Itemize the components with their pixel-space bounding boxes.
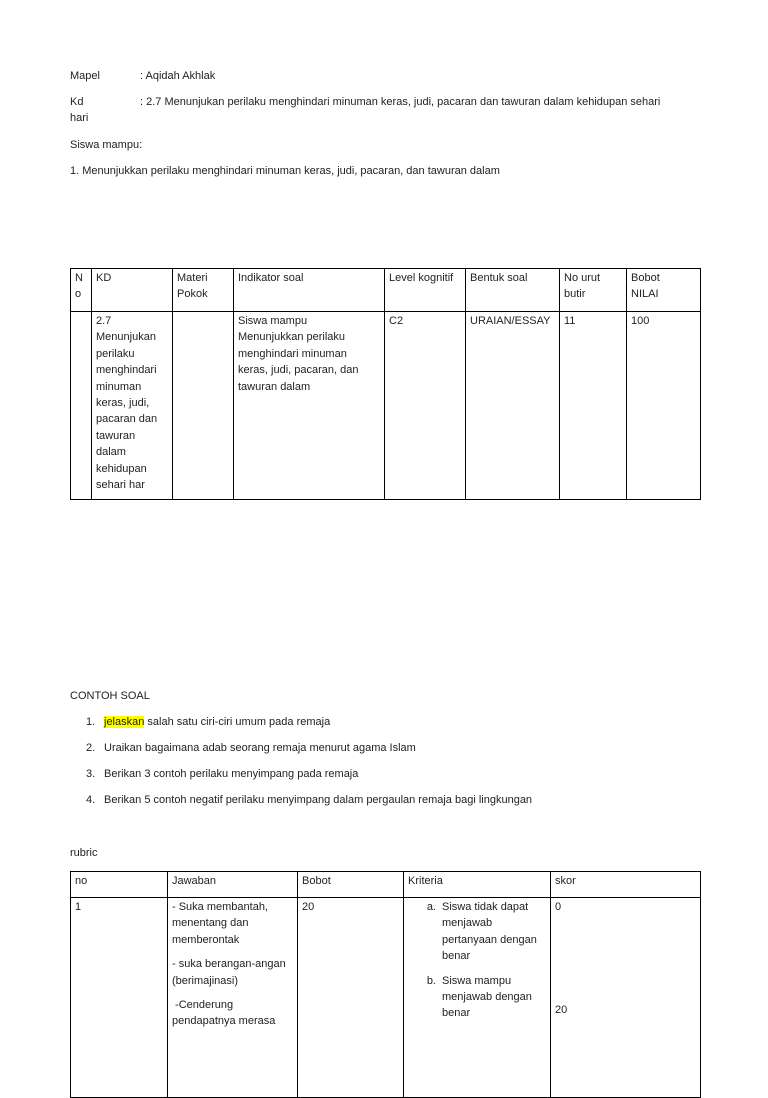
question-1 [86,714,331,730]
cell-materi [173,312,234,500]
question-3 [86,766,359,782]
kriteria-item-b [418,973,546,1022]
question-4-number: 4. [86,794,96,806]
kd-value: : 2.7 Menunjukan perilaku menghindari minuman keras, judi, pacaran dan tawuran dalam kehidupan sehari [140,96,661,108]
rubric-cell-kriteria [404,898,551,1098]
header-no: N o [71,269,92,312]
question-2-text: Uraikan bagaimana adab seorang remaja menurut agama Islam [104,742,416,754]
header-bentuk-soal: Bentuk soal [466,269,560,312]
contoh-soal-heading: CONTOH SOAL [70,690,150,702]
header-level-kognitif: Level kognitif [385,269,466,312]
jawaban-item-2: - suka berangan-angan (berimajinasi) [172,958,286,987]
mapel-label: Mapel [70,70,100,82]
rubric-header-bobot: Bobot [298,872,404,898]
cell-indikator: Siswa mampu Menunjukkan perilaku menghindari minuman keras, judi, pacaran, dan tawuran dalam [234,312,385,500]
question-4 [86,792,533,808]
rubric-header-jawaban: Jawaban [168,872,298,898]
rubric-cell-no: 1 [71,898,168,1098]
header-indikator-soal: Indikator soal [234,269,385,312]
header-bobot: Bobot NILAI [627,269,701,312]
highlighted-word: jelaskan [104,716,145,728]
kriteria-b-label: b. [426,974,436,987]
jawaban-item-3: -Cenderung pendapatnya merasa [172,999,276,1028]
cell-no [71,312,92,500]
rubric-header-skor: skor [551,872,701,898]
objective-text: 1. Menunjukkan perilaku menghindari minuman keras, judi, pacaran, dan tawuran dalam [70,165,500,177]
siswa-mampu-heading: Siswa mampu: [70,139,143,151]
cell-bentuk: URAIAN/ESSAY [466,312,560,500]
cell-no-urut: 11 [560,312,627,500]
question-1-text: salah satu ciri-ciri umum pada remaja [144,716,331,728]
header-no-urut: No urut butir [560,269,627,312]
mapel-value: : Aqidah Akhlak [140,70,216,82]
kriteria-a-text: Siswa tidak dapat menjawab pertanyaan dengan benar [442,901,537,963]
rubric-cell-bobot: 20 [298,898,404,1098]
question-1-number: 1. [86,716,96,728]
skor-a: 0 [555,901,562,913]
rubric-table [70,871,701,1098]
rubric-heading: rubric [70,847,98,859]
rubric-header-kriteria: Kriteria [404,872,551,898]
cell-bobot: 100 [627,312,701,500]
question-2-number: 2. [86,742,96,754]
rubric-header-no: no [71,872,168,898]
question-4-text: Berikan 5 contoh negatif perilaku menyimpang dalam pergaulan remaja bagi lingkungan [104,794,533,806]
kriteria-b-text: Siswa mampu menjawab dengan benar [442,974,532,1020]
jawaban-item-1: - Suka membantah, menentang dan memberontak [172,901,268,946]
rubric-cell-skor [551,898,701,1098]
kriteria-item-a [418,899,546,965]
kd-label: Kd [70,96,84,108]
question-3-number: 3. [86,768,96,780]
kriteria-a-label: a. [426,901,436,913]
header-kd: KD [92,269,173,312]
header-materi-pokok: Materi Pokok [173,269,234,312]
kisi-data-row [71,312,701,500]
cell-level: C2 [385,312,466,500]
skor-b: 20 [555,1004,568,1016]
kisi-header-row [71,269,701,312]
kd-continuation: hari [70,112,89,124]
cell-kd: 2.7 Menunjukan perilaku menghindari minuman keras, judi, pacaran dan tawuran dalam kehidupan sehari har [92,312,173,500]
question-3-text: Berikan 3 contoh perilaku menyimpang pada remaja [104,768,359,780]
rubric-cell-jawaban [168,898,298,1098]
rubric-row [71,898,701,1098]
rubric-header-row [71,872,701,898]
kisi-table [70,268,701,500]
question-2 [86,740,416,756]
